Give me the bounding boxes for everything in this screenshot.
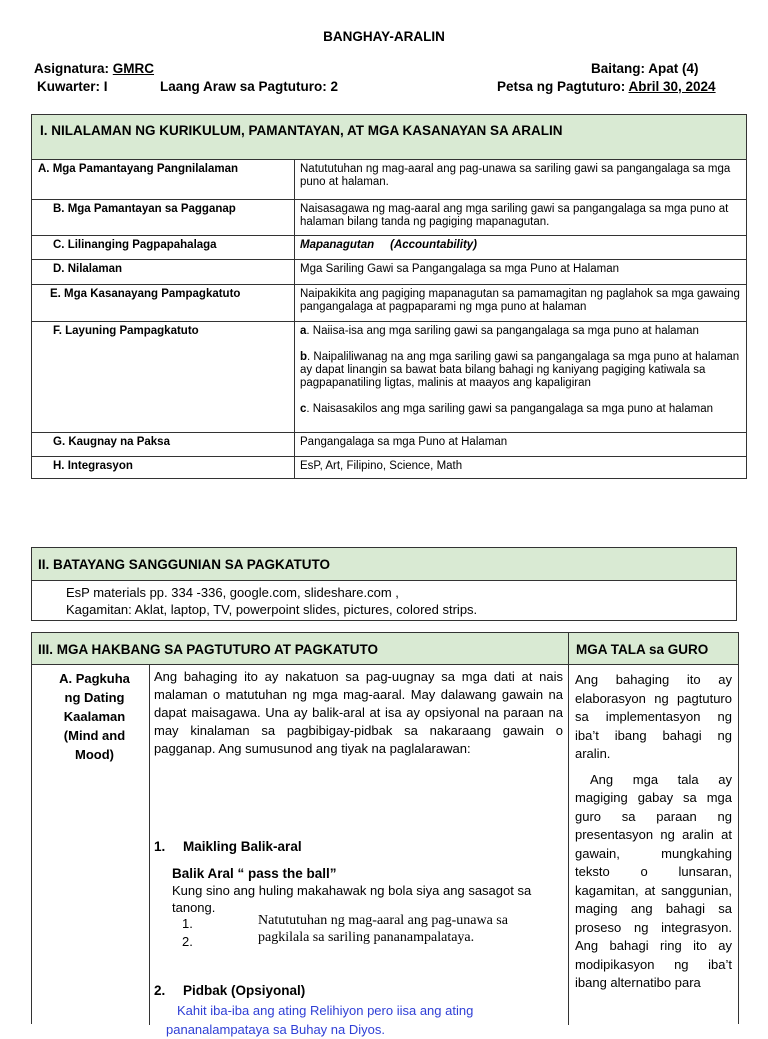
item-1-number: 1. — [154, 839, 166, 854]
materials-line: Kagamitan: Aklat, laptop, TV, powerpoint slides, pictures, colored strips. — [66, 602, 478, 617]
teacher-note-1: Ang bahaging ito ay elaborasyon ng pagtuturo sa implementasyon ng iba’t ibang bahagi ng aralin. — [575, 672, 732, 761]
table-row — [32, 235, 746, 259]
table-row — [32, 259, 746, 284]
step-content-column — [150, 665, 569, 1037]
baitang: Baitang: Apat (4) — [591, 61, 699, 76]
teacher-notes-column — [569, 665, 738, 1025]
balik-aral-instruction: Kung sino ang huling makahawak ng bola siya ang sasagot sa tanong. — [172, 883, 532, 915]
row-label: H. Integrasyon — [32, 456, 295, 478]
objective-c — [300, 403, 741, 416]
table-row — [32, 456, 746, 478]
item-2-heading — [154, 983, 305, 998]
section-2-references — [31, 547, 737, 621]
row-value: Pangangalaga sa mga Puno at Halaman — [295, 432, 747, 456]
question-numbers — [182, 915, 193, 951]
section-1-title: I. NILALAMAN NG KURIKULUM, PAMANTAYAN, AT MGA KASANAYAN SA ARALIN — [32, 115, 746, 160]
item-2-title: Pidbak (Opsiyonal) — [183, 983, 306, 998]
step-label: A. Pagkuha ng Dating Kaalaman (Mind and Mood) — [59, 671, 130, 762]
row-value: Natututuhan ng mag-aaral ang pag-unawa sa sariling gawi sa pangangalaga sa mga puno at halaman. — [300, 163, 731, 188]
asignatura-label: Asignatura: — [34, 61, 110, 76]
row-value: Naipakikita ang pagiging mapanagutan sa pamamagitan ng paglahok sa mga gawaing pangangalaga at pagpaparami ng mga puno at halaman — [295, 284, 747, 321]
objective-a — [300, 325, 741, 338]
value-main: Mapanagutan — [300, 238, 375, 251]
objective-a-letter: a — [300, 324, 307, 337]
document-title: BANGHAY-ARALIN — [323, 29, 445, 44]
objective-c-text: . Naisasakilos ang mga sariling gawi sa pangangalaga sa mga puno at halaman — [306, 402, 713, 415]
question-text: Natututuhan ng mag-aaral ang pag-unawa sa pagkilala sa sariling pananampalataya. — [258, 913, 508, 945]
asignatura-value: GMRC — [112, 61, 155, 76]
row-label: F. Layuning Pampagkatuto — [32, 321, 295, 432]
balik-aral-title: Balik Aral “ pass the ball” — [172, 866, 337, 881]
table-row — [32, 160, 746, 199]
section-2-title: II. BATAYANG SANGGUNIAN SA PAGKATUTO — [32, 548, 736, 581]
objective-a-text: . Naiisa-isa ang mga sariling gawi sa pangangalaga sa mga puno at halaman — [306, 324, 699, 337]
step-intro: Ang bahaging ito ay nakatuon sa pag-uugnay sa mga dati at nais malaman o matutuhan ng mga mag-aaral. May dalawang gawain na dapat maisagawa. Una ay balik-aral at isa ay opsiyonal na paraan na may kinalaman sa pagbibigay-pidbak sa nakaraang gawain o pagganap. Ang sumusunod ang tiyak na paglalarawan: — [154, 669, 563, 756]
item-2-number: 2. — [154, 983, 166, 998]
step-label-column — [32, 665, 150, 1025]
objective-b — [300, 351, 741, 390]
table-row — [32, 321, 746, 432]
row-label: C. Lilinanging Pagpapahalaga — [32, 235, 295, 259]
question-2-number: 2. — [182, 934, 193, 949]
value-paren: (Accountability) — [390, 238, 477, 251]
question-1-number: 1. — [182, 916, 193, 931]
objective-b-text: . Naipaliliwanag na ang mga sariling gawi sa pangangalaga sa mga puno at halaman ay dapat linangin sa bawat bata bilang bahagi ng kaniyang pagiging katiwala sa pagpapanatiling ligtas, malinis at maayos ang kapaligiran — [300, 350, 740, 389]
objective-b-letter: b — [300, 350, 308, 363]
row-label: E. Mga Kasanayang Pampagkatuto — [32, 284, 295, 321]
row-value: Mga Sariling Gawi sa Pangangalaga sa mga Puno at Halaman — [295, 259, 747, 284]
row-value: Naisasagawa ng mag-aaral ang mga sariling gawi sa pangangalaga sa mga puno at halaman bilang tanda ng pagiging mapanagutan. — [295, 199, 747, 235]
references-line: EsP materials pp. 334 -336, google.com, slideshare.com , — [66, 585, 399, 600]
section-2-body — [32, 581, 736, 618]
balik-aral-image — [172, 865, 557, 949]
teacher-note-2: Ang mga tala ay magiging gabay sa mga guro sa paraan ng presentasyon ng aralin at gawain, mungkahing teksto o lunsaran, kagamitan, at sanggunian, maging ang bahagi sa proseso ng integrasyon. Ang bahagi ring ito ay modipikasyon ng iba’t ibang alternatibo para — [575, 771, 732, 990]
laang-araw: Laang Araw sa Pagtuturo: 2 — [160, 79, 339, 94]
row-label: B. Mga Pamantayan sa Pagganap — [32, 199, 295, 235]
row-value — [295, 321, 747, 432]
asignatura — [34, 61, 154, 76]
item-1-title: Maikling Balik-aral — [183, 839, 302, 854]
curriculum-table — [32, 160, 746, 478]
table-row — [32, 432, 746, 456]
row-value: EsP, Art, Filipino, Science, Math — [295, 456, 747, 478]
petsa-value: Abril 30, 2024 — [628, 79, 716, 94]
item-1-heading — [154, 839, 302, 854]
objective-c-letter: c — [300, 402, 307, 415]
table-row — [32, 199, 746, 235]
teacher-notes-title: MGA TALA sa GURO — [569, 633, 738, 665]
row-value — [295, 235, 747, 259]
table-row — [32, 284, 746, 321]
section-1-curriculum — [31, 114, 747, 479]
kuwarter: Kuwarter: I — [37, 79, 108, 94]
row-label: A. Mga Pamantayang Pangnilalaman — [32, 160, 295, 199]
row-label: G. Kaugnay na Paksa — [32, 432, 295, 456]
section-3-title: III. MGA HAKBANG SA PAGTUTURO AT PAGKATUTO — [32, 633, 569, 665]
petsa — [497, 79, 716, 94]
petsa-label: Petsa ng Pagtuturo: — [497, 79, 626, 94]
section-3-steps — [31, 632, 739, 1037]
pidbak-text: Kahit iba-iba ang ating Relihiyon pero iisa ang ating pananalampataya sa Buhay na Diyos. — [166, 1003, 474, 1037]
row-label: D. Nilalaman — [32, 259, 295, 284]
